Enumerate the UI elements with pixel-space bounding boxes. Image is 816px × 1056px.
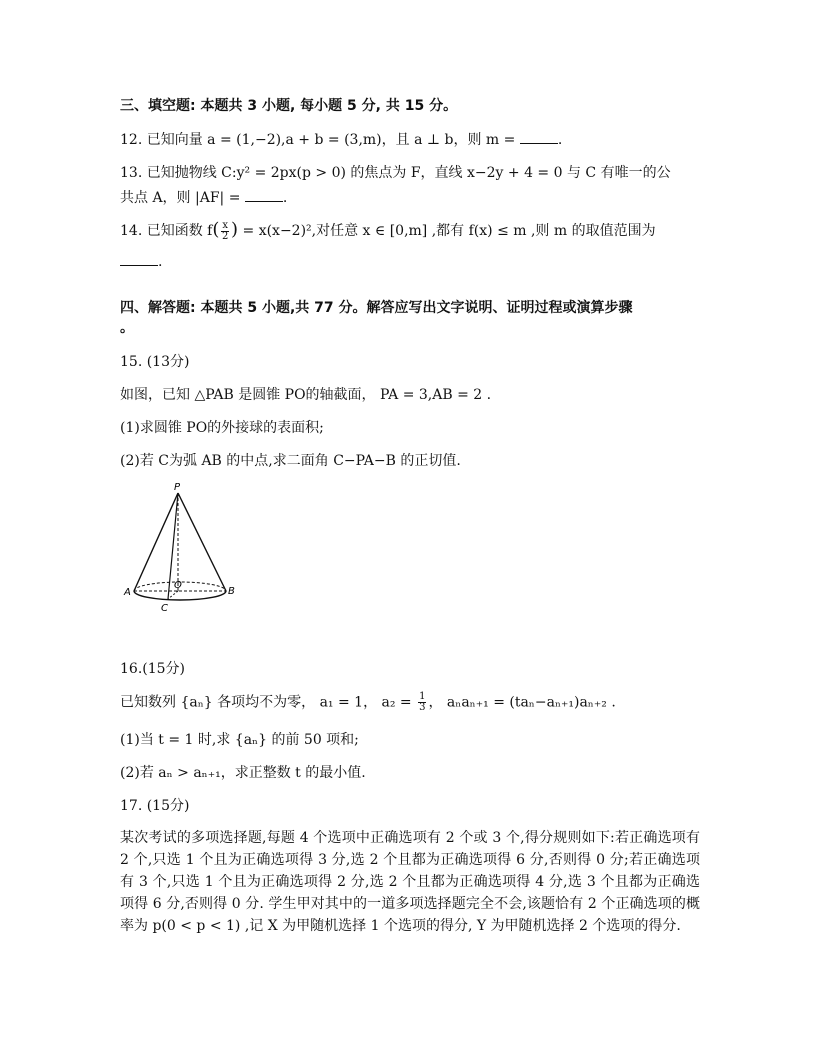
cone-side-pa (134, 493, 178, 591)
label-a: A (124, 587, 131, 598)
section-4-heading-end: 。 (120, 320, 134, 336)
label-b: B (228, 586, 235, 597)
label-o: O (174, 580, 182, 591)
q14-frac-den: 2 (222, 230, 229, 242)
q17-body: 某次考试的多项选择题,每题 4 个选项中正确选项有 2 个或 3 个,得分规则如下:若正确选项有 2 个,只选 1 个且为正确选项得 3 分,选 2 个且都为正确选项得 6 分,否则得 0 分;若正确选项有 3 个,只选 1 个且为正确选项得 2 分,选 2 个且都为正确选项得 4 分,选 3 个且都为正确选项得 6 分,否则得 0 分. 学生甲对其中的一道多项选择题完全不会,该题恰有 2 个正确选项的概率为 p(0 < p < 1) ,记 X 为甲随机选择 1 个选项的得分, Y 为甲随机选择 2 个选项的得分. (120, 830, 700, 934)
q16-fraction (418, 692, 426, 713)
q14-frac-num: x (222, 219, 229, 231)
q16-frac-den: 3 (419, 702, 426, 713)
cone-side-pb (178, 493, 226, 591)
q13-end: . (282, 190, 288, 206)
q13-answer-blank (245, 187, 283, 202)
q15-part-2: (2)若 C为弧 AB 的中点,求二面角 C−PA−B 的正切值. (120, 453, 461, 469)
q16-stem (120, 692, 616, 713)
label-c: C (161, 603, 168, 614)
q15-score: 15. (13分) (120, 354, 190, 370)
q14-answer-blank (120, 251, 158, 266)
question-12 (120, 129, 562, 150)
q17-score: 17. (15分) (120, 798, 190, 814)
section-4-heading: 四、解答题: 本题共 5 小题,共 77 分。解答应写出文字说明、证明过程或演算步骤 (120, 300, 633, 316)
question-14-line-2 (120, 251, 162, 272)
q13-text: 共点 A，则 |AF| = (120, 190, 245, 206)
label-p: P (174, 482, 181, 493)
cone-base-front-arc (134, 591, 226, 600)
q16-stem-b: ， aₙaₙ₊₁ = (taₙ−aₙ₊₁)aₙ₊₂ . (428, 694, 616, 711)
q14-prefix: 14. 已知函数 f (120, 223, 213, 239)
q16-stem-a: 已知数列 {aₙ} 各项均不为零， a₁ = 1， a₂ = (120, 694, 417, 711)
q16-part-1: (1)当 t = 1 时,求 {aₙ} 的前 50 项和; (120, 732, 359, 748)
q14-end: . (158, 254, 163, 270)
q16-frac-num: 1 (419, 691, 426, 702)
question-14: 14. 已知函数 f( $\frac{x}{2}$ ) = x(x−2)²,对任意 x ∈ [0,m] ,都有 f(x) ≤ m ,则 m 的取值范围为 (120, 219, 656, 242)
q16-part-2: (2)若 aₙ > aₙ₊₁，求正整数 t 的最小值. (120, 765, 366, 781)
q12-text: 12. 已知向量 a = (1,−2),a + b = (3,m)，且 a ⊥ b，则 m = (120, 132, 520, 148)
question-13-line-2 (120, 187, 287, 208)
cone-figure (118, 480, 248, 615)
q14-fraction (221, 221, 229, 242)
q12-end: . (557, 132, 563, 148)
q14-suffix: = x(x−2)²,对任意 x ∈ [0,m] ,都有 f(x) ≤ m ,则 m 的取值范围为 (238, 223, 656, 239)
q15-part-1: (1)求圆锥 PO的外接球的表面积; (120, 420, 324, 436)
q12-answer-blank (520, 129, 558, 144)
q15-stem: 如图，已知 △PAB 是圆锥 PO的轴截面， PA = 3,AB = 2 . (120, 387, 492, 403)
q16-score: 16.(15分) (120, 661, 186, 677)
cone-line-oc (168, 591, 178, 599)
section-3-heading: 三、填空题: 本题共 3 小题, 每小题 5 分, 共 15 分。 (120, 98, 458, 114)
question-13-line-1: 13. 已知抛物线 C:y² = 2px(p > 0) 的焦点为 F，直线 x−2y + 4 = 0 与 C 有唯一的公 (120, 165, 671, 181)
